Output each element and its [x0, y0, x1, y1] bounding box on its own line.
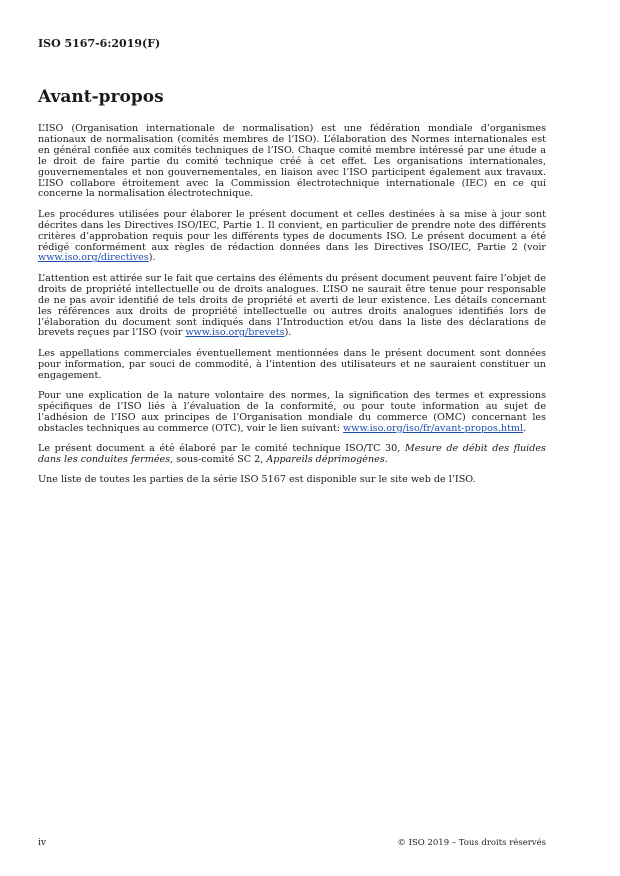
- paragraph-committee: [38, 444, 546, 466]
- paragraph-committee-mid: , sous-comité SC 2,: [170, 454, 267, 466]
- paragraph-procedures-text: Les procédures utilisées pour élaborer le présent document et celles destinées à sa mise à jour sont décrites dans les Directives ISO/IEC, Partie 1. Il convient, en particulier de prendre note des différents critères d’approbation requis pour les différents types de documents ISO. Le présent document a été rédigé conformément aux règles de rédaction données dans les Directives ISO/IEC, Partie 2 (voir: [38, 208, 546, 253]
- paragraph-iso-intro: L’ISO (Organisation internationale de normalisation) est une fédération mondiale d’organismes nationaux de normalisation (comités membres de l’ISO). L’élaboration des Normes internationales est en général confiée aux comités techniques de l’ISO. Chaque comité membre intéressé par une étude a le droit de faire partie du comité technique créé à cet effet. Les organisations internationales, gouvernementales et non gouvernementales, en liaison avec l’ISO participent également aux travaux. L’ISO collabore étroitement avec la Commission électrotechnique internationale (IEC) en ce qui concerne la normalisation électrotechnique.: [38, 123, 546, 200]
- foreword-info-link[interactable]: www.iso.org/iso/fr/avant-propos.html: [343, 422, 524, 434]
- paragraph-patents-text: L’attention est attirée sur le fait que certains des éléments du présent document peuvent faire l’objet de droits de propriété intellectuelle ou de droits analogues. L’ISO ne saurait être tenue pour responsable de ne pas avoir identifié de tels droits de propriété et averti de leur existence. Les détails concernant les références aux droits de propriété intellectuelle ou autres droits analogues identifiés lors de l’élaboration du document sont indiqués dans l’Introduction et/ou dans la liste des déclarations de brevets reçues par l’ISO (voir: [38, 272, 546, 339]
- paragraph-patents-end: ).: [284, 327, 292, 339]
- copyright-notice: © ISO 2019 – Tous droits réservés: [397, 838, 546, 848]
- paragraph-patents: [38, 274, 546, 339]
- page-number: iv: [38, 838, 46, 848]
- foreword-body: [38, 124, 546, 496]
- paragraph-voluntary-end: .: [523, 422, 527, 434]
- page-title: Avant-propos: [38, 87, 164, 107]
- paragraph-procedures: [38, 210, 546, 265]
- patents-link[interactable]: www.iso.org/brevets: [185, 327, 285, 339]
- document-header: ISO 5167-6:2019(F): [38, 37, 161, 50]
- paragraph-trade-names: Les appellations commerciales éventuellement mentionnées dans le présent document sont données pour information, par souci de commodité, à l’intention des utilisateurs et ne sauraient constituer un engagement.: [38, 347, 546, 381]
- subcommittee-title: Appareils déprimogènes: [266, 454, 385, 466]
- paragraph-series-list: Une liste de toutes les parties de la série ISO 5167 est disponible sur le site web de l’ISO.: [38, 474, 476, 486]
- directives-link[interactable]: www.iso.org/directives: [38, 252, 149, 264]
- paragraph-committee-text: Le présent document a été élaboré par le comité technique ISO/TC 30,: [38, 443, 405, 455]
- paragraph-committee-end: .: [384, 454, 388, 466]
- paragraph-procedures-end: ).: [148, 252, 156, 264]
- paragraph-voluntary-nature: [38, 391, 546, 435]
- committee-title: Mesure de débit des fluides dans les conduites fermées: [38, 443, 546, 466]
- paragraph-voluntary-text: Pour une explication de la nature volontaire des normes, la signification des termes et expressions spécifiques de l’ISO liés à l’évaluation de la conformité, ou pour toute information au sujet de l’adhésion de l’ISO aux principes de l’Organisation mondiale du commerce (OMC) concernant les obstacles techniques au commerce (OTC), voir le lien suivant:: [38, 390, 546, 434]
